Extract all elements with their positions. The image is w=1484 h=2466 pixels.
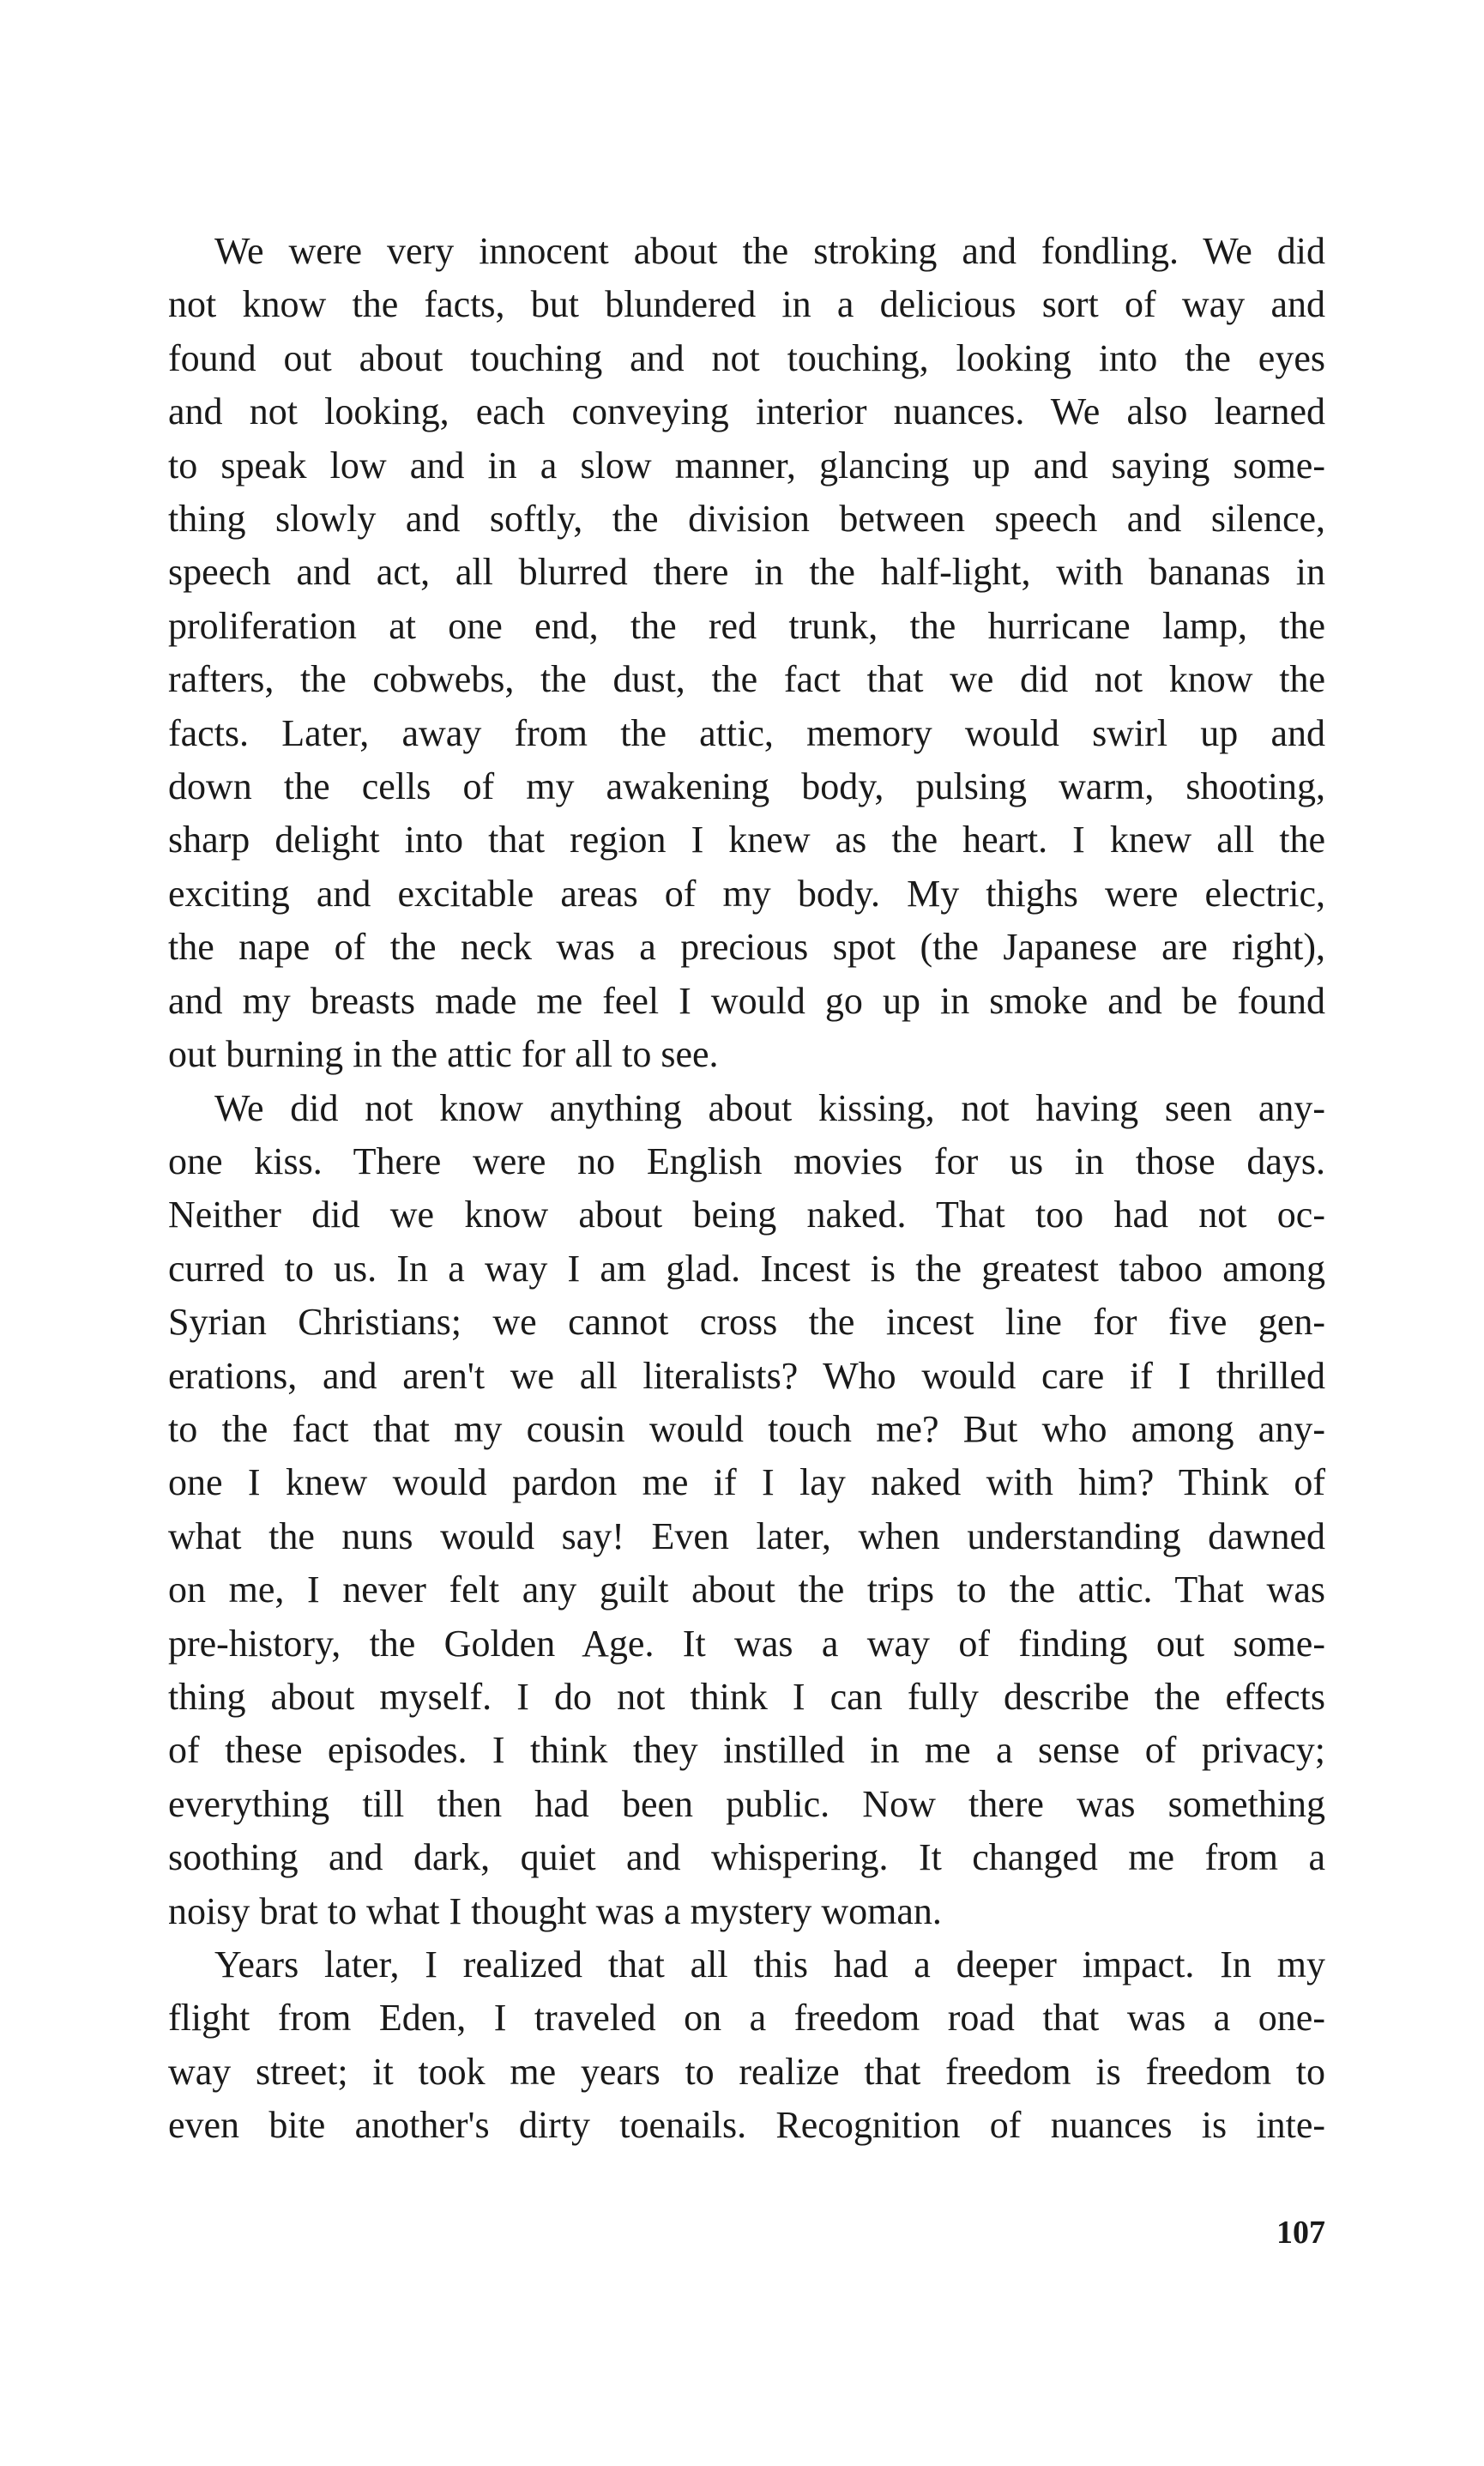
text-line: not know the facts, but blundered in a delicious sort of way and — [168, 283, 1325, 326]
text-line: to the fact that my cousin would touch me? But who among any- — [168, 1407, 1325, 1450]
text-line: on me, I never felt any guilt about the trips to the attic. That was — [168, 1568, 1325, 1611]
text-line: erations, and aren't we all literalists? Who would care if I thrilled — [168, 1354, 1325, 1397]
text-line: found out about touching and not touching, looking into the eyes — [168, 336, 1325, 379]
text-line: sharp delight into that region I knew as the heart. I knew all the — [168, 819, 1325, 861]
text-line: speech and act, all blurred there in the half-light, with bananas in — [168, 551, 1325, 594]
text-line: Neither did we know about being naked. That too had not oc- — [168, 1194, 1325, 1236]
text-line: of these episodes. I think they instilled in me a sense of privacy; — [168, 1729, 1325, 1772]
text-line: one kiss. There were no English movies for us in those days. — [168, 1139, 1325, 1182]
text-line: proliferation at one end, the red trunk, the hurricane lamp, the — [168, 604, 1325, 647]
text-line: curred to us. In a way I am glad. Incest is the greatest taboo among — [168, 1247, 1325, 1290]
text-line: flight from Eden, I traveled on a freedom road that was a one- — [168, 1997, 1325, 2040]
text-line: thing about myself. I do not think I can fully describe the effects — [168, 1675, 1325, 1718]
text-line: facts. Later, away from the attic, memory would swirl up and — [168, 711, 1325, 754]
text-line: way street; it took me years to realize that freedom is freedom to — [168, 2050, 1325, 2093]
text-line: We were very innocent about the stroking and fondling. We did — [214, 230, 1325, 272]
text-line: We did not know anything about kissing, not having seen any- — [214, 1086, 1325, 1129]
text-line: out burning in the attic for all to see. — [168, 1033, 719, 1076]
text-line: and not looking, each conveying interior nuances. We also learned — [168, 390, 1325, 433]
text-line: to speak low and in a slow manner, glancing up and saying some- — [168, 444, 1325, 487]
paragraph — [168, 1938, 1325, 2153]
text-line: down the cells of my awakening body, pulsing warm, shooting, — [168, 765, 1325, 808]
text-line: thing slowly and softly, the division between speech and silence, — [168, 498, 1325, 541]
text-line: soothing and dark, quiet and whispering. It changed me from a — [168, 1836, 1325, 1879]
paragraph — [168, 225, 1325, 1082]
text-line: Syrian Christians; we cannot cross the incest line for five gen- — [168, 1301, 1325, 1344]
body-text — [168, 225, 1325, 2153]
text-line: noisy brat to what I thought was a mystery woman. — [168, 1889, 942, 1932]
paragraph — [168, 1082, 1325, 1939]
text-line: pre-history, the Golden Age. It was a way of finding out some- — [168, 1622, 1325, 1665]
text-line: Years later, I realized that all this had a deeper impact. In my — [214, 1943, 1325, 1985]
text-line: one I knew would pardon me if I lay naked with him? Think of — [168, 1461, 1325, 1504]
text-line: everything till then had been public. Now there was something — [168, 1782, 1325, 1825]
text-line: exciting and excitable areas of my body. My thighs were electric, — [168, 872, 1325, 915]
text-line: rafters, the cobwebs, the dust, the fact that we did not know the — [168, 658, 1325, 701]
text-line: the nape of the neck was a precious spot (the Japanese are right), — [168, 926, 1325, 969]
page-number: 107 — [1276, 2215, 1325, 2251]
text-line: what the nuns would say! Even later, when understanding dawned — [168, 1514, 1325, 1557]
text-line: even bite another's dirty toenails. Recognition of nuances is inte- — [168, 2104, 1325, 2147]
text-line: and my breasts made me feel I would go up in smoke and be found — [168, 979, 1325, 1022]
